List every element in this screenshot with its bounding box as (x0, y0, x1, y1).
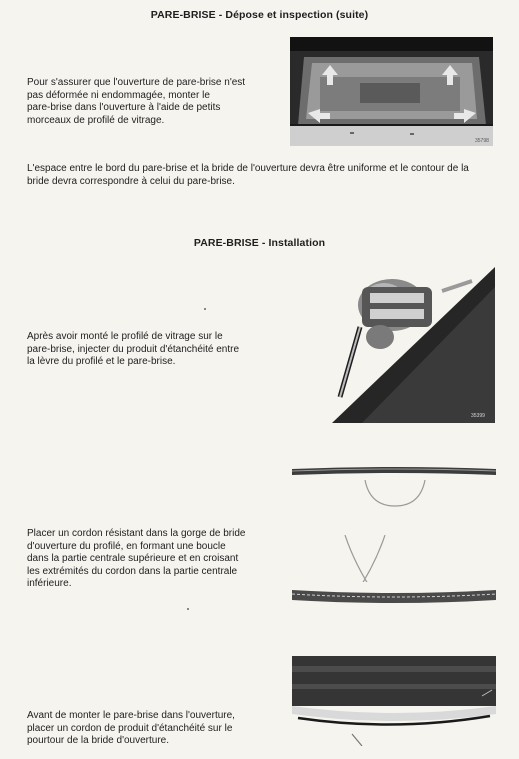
installation-paragraph-3: Avant de monter le pare-brise dans l'ouverture, placer un cordon de produit d'étanchéité sur le pourtour de la bride d'ouverture. (27, 710, 235, 747)
depose-paragraph-2: L'espace entre le bord du pare-brise et la bride de l'ouverture devra être uniforme et le contour de la bride devra correspondre à celui du pare-brise. (27, 163, 469, 187)
page-speck (204, 308, 206, 310)
page-speck (187, 608, 189, 610)
sealant-gun-photo (292, 267, 495, 423)
section-heading-installation: PARE-BRISE - Installation (193, 237, 326, 249)
section-heading-depose: PARE-BRISE - Dépose et inspection (suite) (150, 9, 369, 21)
sealant-bead-icon (292, 656, 496, 746)
cord-loop (360, 480, 430, 510)
windscreen-aperture-icon (290, 37, 493, 146)
installation-paragraph-2: Placer un cordon résistant dans la gorge de bride d'ouverture du profilé, en formant une boucle dans la partie centrale supérieure et en croisant les extrémités du cordon dans la partie centrale inférieure. (27, 528, 246, 590)
cord-channel-strip-bottom (292, 582, 496, 612)
cord-loop-icon (360, 480, 430, 510)
figure-number-35399: 35399 (471, 413, 485, 419)
depose-paragraph-1: Pour s'assurer que l'ouverture de pare-brise n'est pas déformée ni endommagée, monter le pare-brise dans l'ouverture à l'aide de petits morceaux de profilé de vitrage. (27, 77, 246, 126)
windscreen-aperture-photo (290, 37, 493, 146)
sealant-gun-icon (292, 267, 495, 423)
sealant-bead-photo (292, 656, 496, 746)
installation-paragraph-1: Après avoir monté le profilé de vitrage sur le pare-brise, injecter du produit d'étanchéité entre la lèvre du profilé et le pare-brise. (27, 331, 240, 368)
figure-number-35798: 35798 (475, 138, 489, 144)
cord-bottom-icon (292, 582, 496, 612)
